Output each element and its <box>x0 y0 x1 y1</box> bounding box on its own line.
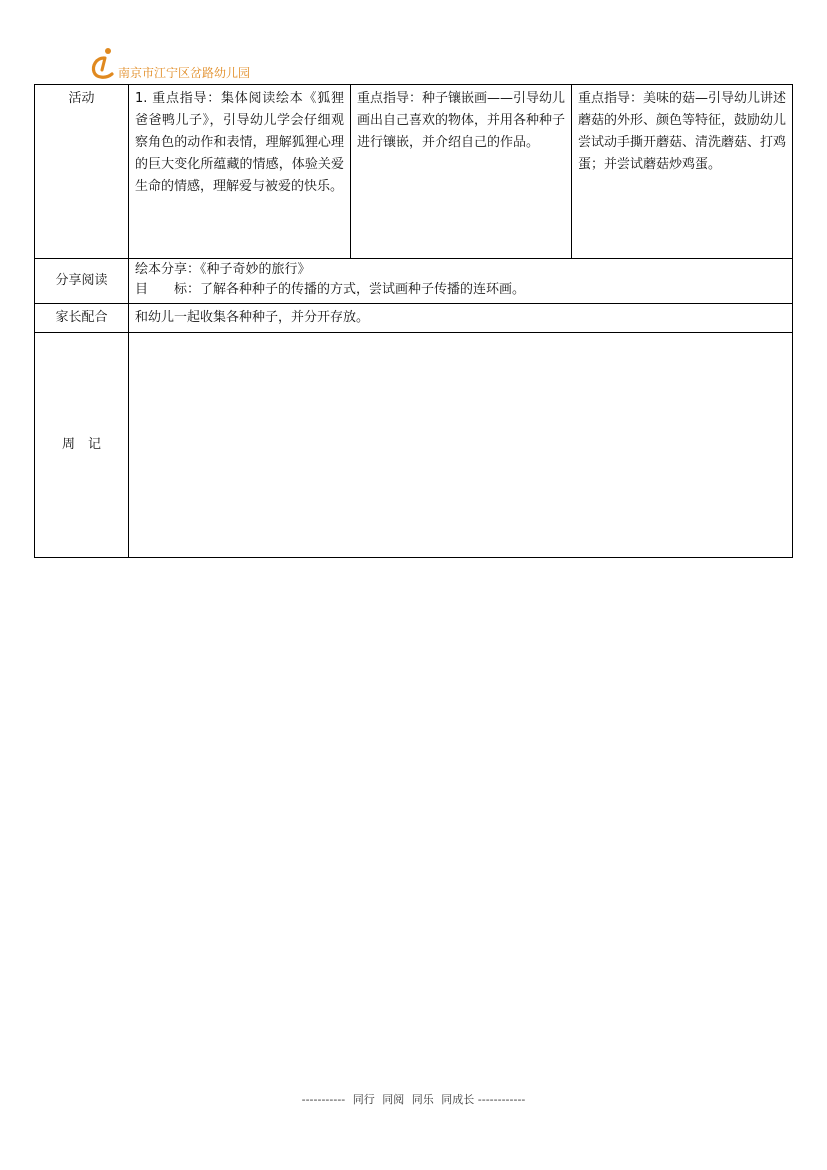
activity-row <box>35 85 793 259</box>
activity-cell-1: 1. 重点指导：集体阅读绘本《狐狸爸爸鸭儿子》，引导幼儿学会仔细观察角色的动作和表情，理解狐狸心理的巨大变化所蕴藏的情感，体验关爱生命的情感，理解爱与被爱的快乐。 <box>129 85 351 259</box>
footer-dashes-left: ----------- <box>301 1093 346 1106</box>
parents-label: 家长配合 <box>35 304 129 333</box>
footer-item: 同阅 <box>382 1093 405 1106</box>
footer-dashes-right: ------------ <box>477 1093 526 1106</box>
sharing-book: 绘本分享：《种子奇妙的旅行》 <box>135 262 311 277</box>
weekly-plan-table <box>34 84 793 558</box>
activity-cell-2: 重点指导：种子镶嵌画——引导幼儿画出自己喜欢的物体，并用各种种子进行镶嵌，并介绍自己的作品。 <box>351 85 572 259</box>
activity-label: 活动 <box>35 85 129 259</box>
page-footer <box>0 1091 827 1107</box>
sharing-goal: 目 标：了解各种种子的传播的方式，尝试画种子传播的连环画。 <box>135 282 526 297</box>
weekly-notes-content <box>129 333 793 558</box>
school-logo <box>90 46 290 80</box>
sharing-label: 分享阅读 <box>35 259 129 304</box>
footer-item: 同成长 <box>441 1093 475 1106</box>
footer-item: 同乐 <box>411 1093 434 1106</box>
weekly-notes-row <box>35 333 793 558</box>
sharing-content <box>129 259 793 304</box>
weekly-notes-label: 周 记 <box>35 333 129 558</box>
footer-item: 同行 <box>352 1093 375 1106</box>
kindergarten-logo-icon <box>90 46 120 80</box>
school-name: 南京市江宁区岔路幼儿园 <box>118 66 251 80</box>
parents-row <box>35 304 793 333</box>
activity-cell-3: 重点指导：美味的菇—引导幼儿讲述蘑菇的外形、颜色等特征，鼓励幼儿尝试动手撕开蘑菇、清洗蘑菇、打鸡蛋；并尝试蘑菇炒鸡蛋。 <box>572 85 793 259</box>
parents-content: 和幼儿一起收集各种种子，并分开存放。 <box>129 304 793 333</box>
sharing-row <box>35 259 793 304</box>
